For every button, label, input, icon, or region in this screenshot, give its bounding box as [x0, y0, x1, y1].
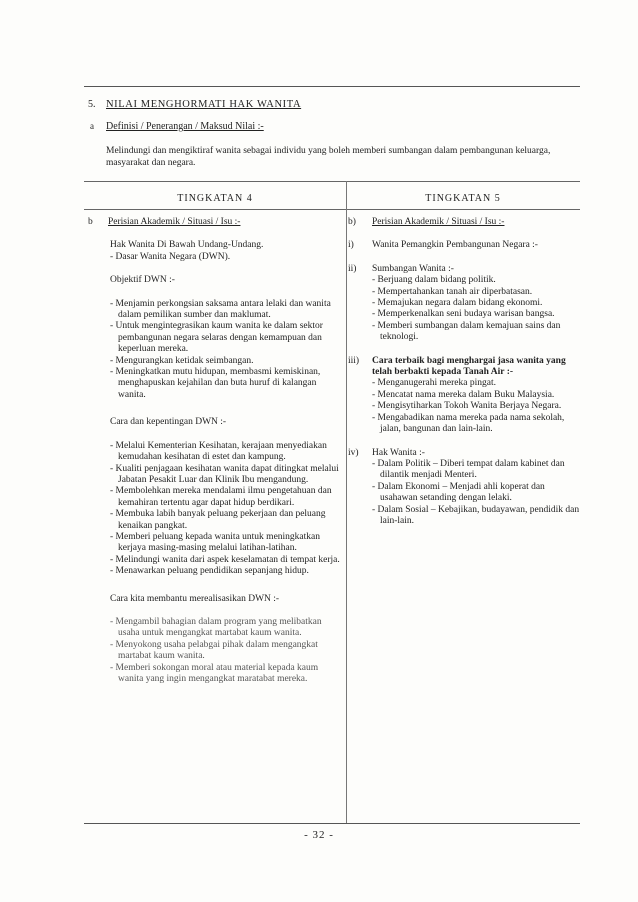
bantu-title: Cara kita membantu merealisasikan DWN :-	[110, 593, 280, 604]
column-header-tingkatan-4: TINGKATAN 4	[177, 193, 253, 204]
list-item: - Memperkenalkan seni budaya warisan bangsa.	[372, 309, 580, 320]
left-topic: Hak Wanita Di Bawah Undang-Undang.	[110, 240, 264, 251]
left-heading: Perisian Akademik / Situasi / Isu :-	[108, 217, 241, 227]
right-item-number: iii)	[348, 355, 360, 366]
right-item-number: ii)	[348, 263, 357, 274]
list-item: - Melalui Kementerian Kesihatan, kerajaan menyediakan kemudahan kesihatan di estet dan kampung.	[110, 441, 342, 464]
right-item-points	[372, 378, 580, 435]
right-heading-row	[348, 217, 580, 228]
definition-title: Definisi / Penerangan / Maksud Nilai :-	[106, 121, 264, 132]
right-item-body	[372, 448, 580, 528]
right-item-body	[372, 264, 580, 344]
right-item	[348, 240, 580, 251]
list-item: - Mengambil bahagian dalam program yang melibatkan usaha untuk mengangkat martabat kaum wanita.	[110, 617, 342, 640]
right-column	[348, 217, 580, 539]
list-item: - Menganugerahi mereka pingat.	[372, 378, 580, 389]
right-item-title: Hak Wanita :-	[372, 447, 425, 458]
right-item-body	[372, 356, 580, 436]
list-item: - Menyokong usaha pelabgai pihak dalam mengangkat martabat kaum wanita.	[110, 640, 342, 663]
definition-marker: a	[90, 121, 94, 131]
right-heading: Perisian Akademik / Situasi / Isu :-	[372, 217, 505, 227]
list-item: - Memberi peluang kepada wanita untuk meningkatkan kerjaya masing-masing melalui latihan-latihan.	[110, 532, 342, 555]
left-heading-row	[88, 217, 342, 228]
right-item-points	[372, 275, 580, 343]
right-item	[348, 356, 580, 436]
left-column	[88, 217, 342, 685]
list-item: - Dalam Politik – Diberi tempat dalam kabinet dan dilantik menjadi Menteri.	[372, 459, 580, 482]
list-item: - Untuk mengintegrasikan kaum wanita ke dalam sektor pembangunan negara selaras dengan kemampuan dan keperluan mereka.	[110, 321, 342, 355]
list-item: - Melindungi wanita dari aspek keselamatan di tempat kerja.	[110, 555, 342, 566]
list-item: - Mengurangkan ketidak seimbangan.	[110, 356, 342, 367]
column-header-tingkatan-5: TINGKATAN 5	[425, 193, 501, 204]
list-item: - Berjuang dalam bidang politik.	[372, 275, 580, 286]
list-item: - Membolehkan mereka mendalami ilmu pengetahuan dan kemahiran tertentu agar dapat hidup berdikari.	[110, 486, 342, 509]
section-title: NILAI MENGHORMATI HAK WANITA	[106, 99, 302, 110]
list-item: - Memberi sokongan moral atau material kepada kaum wanita yang ingin mengangkat maratabat mereka.	[110, 663, 342, 686]
document-frame	[84, 86, 580, 824]
right-item-title: Wanita Pemangkin Pembangunan Negara :-	[372, 240, 538, 251]
list-item: - Menjamin perkongsian saksama antara lelaki dan wanita dalam pemilikan sumber dan maklumat.	[110, 299, 342, 322]
list-item: - Dalam Sosial – Kebajikan, budayawan, pendidik dan lain-lain.	[372, 505, 580, 528]
right-item-title: Sumbangan Wanita :-	[372, 263, 454, 274]
right-item-number: iv)	[348, 447, 359, 458]
objektif-title: Objektif DWN :-	[110, 275, 175, 286]
list-item: - Mempertahankan tanah air diperbatasan.	[372, 287, 580, 298]
page-number: - 32 -	[304, 829, 334, 841]
cara-title: Cara dan kepentingan DWN :-	[110, 417, 227, 428]
table-header-rule	[84, 209, 580, 210]
right-item-title: Cara terbaik bagi menghargai jasa wanita yang telah berbakti kepada Tanah Air :-	[372, 355, 566, 378]
right-item-points	[372, 459, 580, 527]
column-divider	[346, 181, 347, 823]
right-items	[348, 240, 580, 539]
section-number: 5.	[88, 99, 96, 110]
list-item: - Menawarkan peluang pendidikan sepanjang hidup.	[110, 566, 342, 577]
table-top-rule	[84, 181, 580, 182]
list-item: - Memberi sumbangan dalam kemajuan sains dan teknologi.	[372, 321, 580, 344]
cara-list	[110, 441, 342, 578]
right-item	[348, 264, 580, 344]
list-item: - Membuka labih banyak peluang pekerjaan dan peluang kenaikan pangkat.	[110, 509, 342, 532]
list-item: - Meningkatkan mutu hidupan, membasmi kemiskinan, menghapuskan kejahilan dan buta huruf di kalangan wanita.	[110, 367, 342, 401]
right-item	[348, 448, 580, 528]
definition-text: Melindungi dan mengiktiraf wanita sebagai individu yang boleh memberi sumbangan dalam pembangunan keluarga, masyarakat dan negara.	[106, 146, 551, 168]
right-item-body	[372, 240, 580, 251]
list-item: - Mengabadikan nama mereka pada nama sekolah, jalan, bangunan dan lain-lain.	[372, 413, 580, 436]
list-item: - Mencatat nama mereka dalam Buku Malaysia.	[372, 390, 580, 401]
objektif-list	[110, 299, 342, 402]
list-item: - Dalam Ekonomi – Menjadi ahli koperat dan usahawan setanding dengan lelaki.	[372, 482, 580, 505]
right-marker: b)	[348, 217, 356, 227]
left-marker: b	[88, 217, 93, 227]
list-item: - Kualiti penjagaan kesihatan wanita dapat ditingkat melalui Jabatan Pesakit Luar dan Klinik Ibu mengandung.	[110, 464, 342, 487]
list-item: - Memajukan negara dalam bidang ekonomi.	[372, 298, 580, 309]
list-item: - Mengisytiharkan Tokoh Wanita Berjaya Negara.	[372, 401, 580, 412]
right-item-number: i)	[348, 240, 354, 251]
left-topic-sub: - Dasar Wanita Negara (DWN).	[110, 251, 231, 262]
bantu-list	[110, 617, 342, 685]
